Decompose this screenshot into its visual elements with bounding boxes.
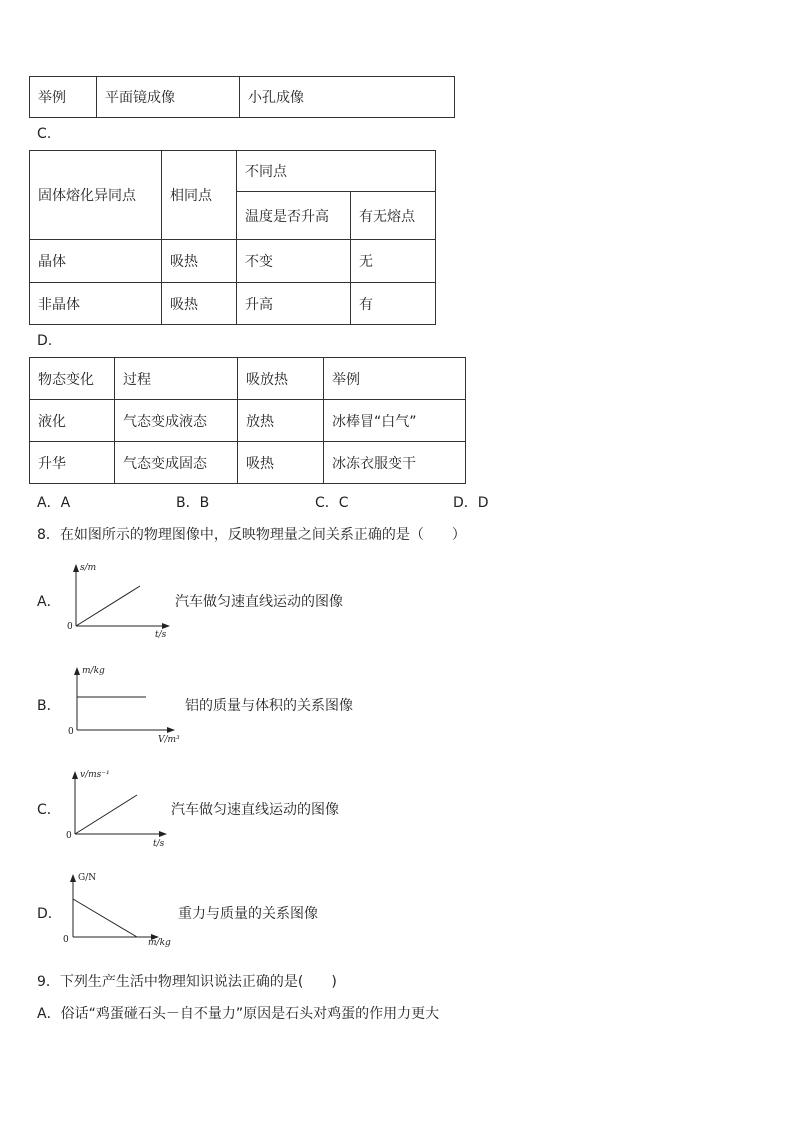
- table-cell: 放热: [238, 400, 324, 442]
- q8-option-c-caption: 汽车做匀速直线运动的图像: [171, 802, 339, 818]
- q8-b-graph: [71, 667, 175, 737]
- x-axis-arrow: [151, 934, 159, 940]
- q8-d-ylabel: G/N: [78, 873, 97, 883]
- q8-a-ylabel: s/m: [80, 563, 97, 573]
- table-cell: 吸热: [162, 283, 237, 325]
- q8-option-a-letter[interactable]: A．: [37, 594, 61, 610]
- table-header-cell: 温度是否升高: [237, 192, 351, 240]
- y-axis-arrow: [74, 667, 80, 675]
- table-cell: 吸热: [162, 240, 237, 283]
- table-d-state-change: [29, 357, 466, 484]
- q8-c-origin: 0: [66, 831, 72, 841]
- table-header-cell: 吸放热: [238, 358, 324, 400]
- table-cell: 非晶体: [30, 283, 162, 325]
- q8-a-origin: 0: [67, 622, 73, 632]
- data-line: [75, 795, 137, 834]
- table-cell: 无: [351, 240, 436, 283]
- x-axis-arrow: [159, 831, 167, 837]
- q8-b-xlabel: V/m³: [158, 735, 180, 745]
- q8-c-xlabel: t/s: [153, 839, 165, 849]
- option-label-d: D.: [37, 333, 53, 349]
- table-cell: 冰棒冒“白气”: [324, 400, 466, 442]
- table-cell: 平面镜成像: [97, 77, 240, 118]
- q9-option-a[interactable]: A．俗话“鸡蛋碰石头－自不量力”原因是石头对鸡蛋的作用力更大: [37, 1006, 440, 1022]
- table-b-example-row: [29, 76, 455, 118]
- table-cell: 气态变成固态: [115, 442, 238, 484]
- q8-b-ylabel: m/kg: [82, 666, 105, 676]
- table-header-cell: 过程: [115, 358, 238, 400]
- q8-option-b-caption: 铝的质量与体积的关系图像: [185, 698, 353, 714]
- table-cell: 气态变成液态: [115, 400, 238, 442]
- q7-option-b[interactable]: B．B: [176, 495, 210, 511]
- x-axis-arrow: [162, 623, 170, 629]
- y-axis-arrow: [73, 564, 79, 572]
- table-cell: 有: [351, 283, 436, 325]
- table-cell: 吸热: [238, 442, 324, 484]
- table-header-cell: 有无熔点: [351, 192, 436, 240]
- q7-option-c[interactable]: C．C: [315, 495, 349, 511]
- table-header-cell: 固体熔化异同点: [30, 151, 162, 240]
- q9-stem: 9．下列生产生活中物理知识说法正确的是( ): [37, 974, 337, 990]
- x-axis-arrow: [167, 727, 175, 733]
- q8-option-c-letter[interactable]: C．: [37, 802, 61, 818]
- table-cell: 小孔成像: [240, 77, 455, 118]
- q8-d-graph: [67, 874, 159, 944]
- table-cell: 举例: [30, 77, 97, 118]
- table-cell: 升高: [237, 283, 351, 325]
- y-axis-arrow: [72, 771, 78, 779]
- table-cell: 晶体: [30, 240, 162, 283]
- q8-c-graph: [69, 771, 167, 841]
- option-label-c: C.: [37, 126, 52, 142]
- q8-c-ylabel: v/ms⁻¹: [80, 770, 110, 780]
- q8-d-xlabel: m/kg: [148, 938, 171, 948]
- table-c-melting: [29, 150, 436, 325]
- q7-option-d[interactable]: D．D: [453, 495, 489, 511]
- table-header-cell: 不同点: [237, 151, 436, 192]
- q8-a-xlabel: t/s: [155, 630, 167, 640]
- q8-option-d-letter[interactable]: D．: [37, 906, 62, 922]
- y-axis-arrow: [70, 874, 76, 882]
- table-cell: 不变: [237, 240, 351, 283]
- table-cell: 液化: [30, 400, 115, 442]
- q7-option-a[interactable]: A．A: [37, 495, 71, 511]
- table-cell: 升华: [30, 442, 115, 484]
- q8-a-graph: [70, 564, 170, 634]
- q8-d-origin: 0: [63, 935, 69, 945]
- table-cell: 冰冻衣服变干: [324, 442, 466, 484]
- data-line: [76, 586, 140, 626]
- table-header-cell: 物态变化: [30, 358, 115, 400]
- data-line: [73, 899, 137, 937]
- q8-option-a-caption: 汽车做匀速直线运动的图像: [175, 594, 343, 610]
- q8-b-origin: 0: [68, 727, 74, 737]
- table-header-cell: 举例: [324, 358, 466, 400]
- q8-option-b-letter[interactable]: B．: [37, 698, 61, 714]
- q8-stem: 8．在如图所示的物理图像中，反映物理量之间关系正确的是（ ）: [37, 527, 466, 543]
- table-header-cell: 相同点: [162, 151, 237, 240]
- q8-option-d-caption: 重力与质量的关系图像: [178, 906, 318, 922]
